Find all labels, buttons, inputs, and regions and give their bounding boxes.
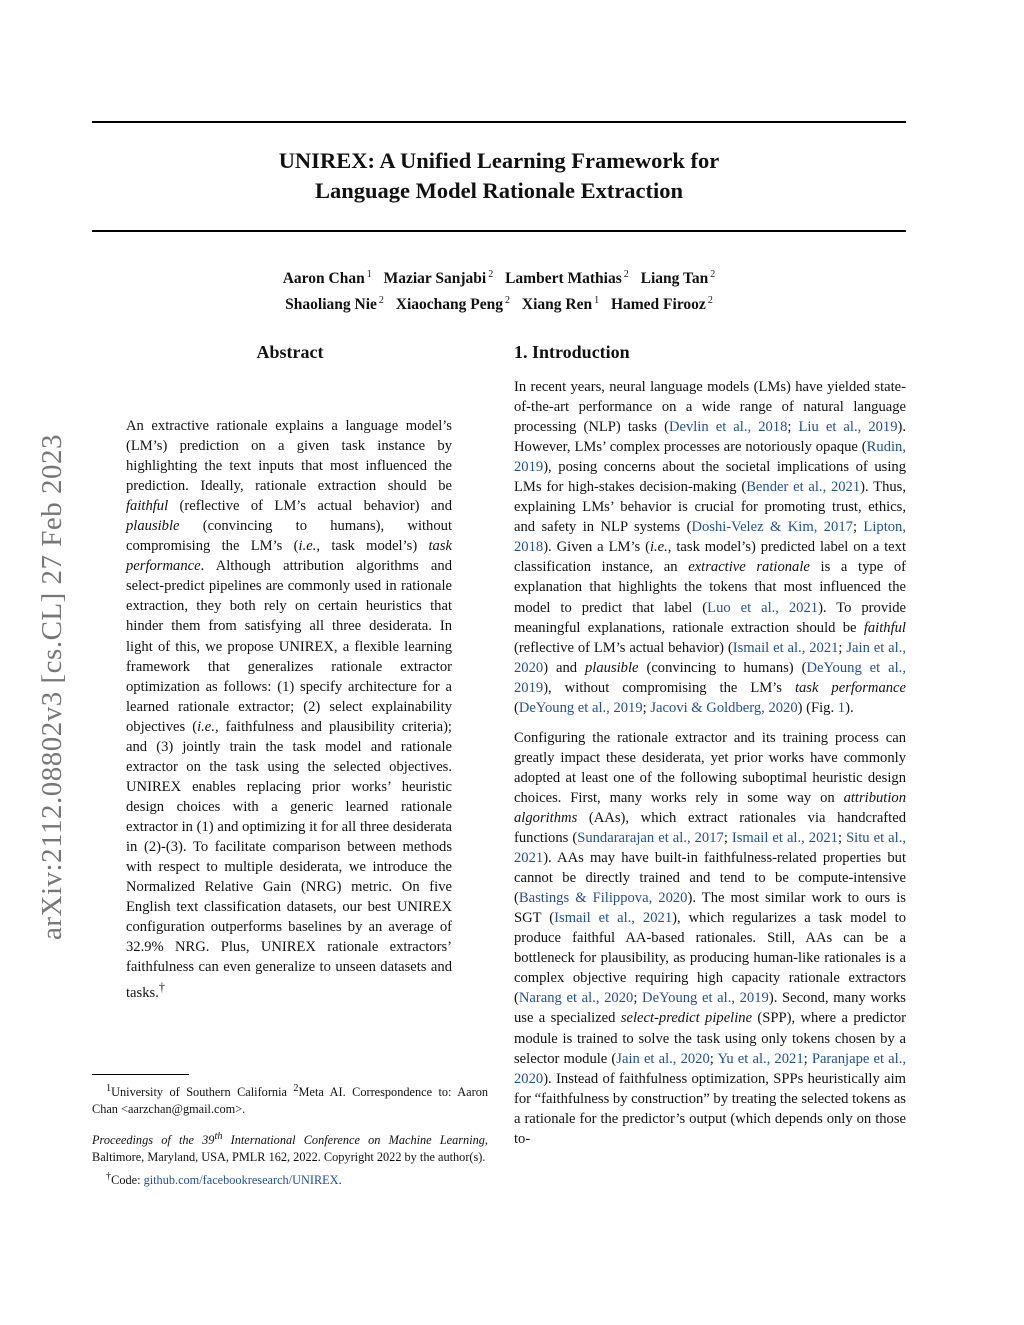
author-affiliation: 2 xyxy=(707,295,713,307)
author-affiliation: 2 xyxy=(710,269,716,280)
author: Xiaochang Peng xyxy=(395,296,503,314)
title-line-1: UNIREX: A Unified Learning Framework for xyxy=(278,148,720,173)
arxiv-identifier: arXiv:2112.08802v3 [cs.CL] 27 Feb 2023 xyxy=(36,433,68,940)
author-affiliation: 2 xyxy=(488,269,494,280)
authors-line-1 xyxy=(92,264,906,290)
abstract-body: An extractive rationale explains a language model’s (LM’s) prediction on a given task instance by highlighting the text inputs that most influenced the prediction. Ideally, rationale extraction should be faithful (reflective of LM’s actual behavior) and plausible (convincing to humans), without compromising the LM’s (i.e., task model’s) task performance. Although attribution algorithms and select-predict pipelines are commonly used in rationale extraction, they both rely on certain heuristics that hinder them from satisfying all three desiderata. In light of this, we propose UNIREX, a flexible learning framework that generalizes rationale extractor optimization as follows: (1) specify architecture for a learned rationale extractor; (2) select explainability objectives (i.e., faithfulness and plausibility criteria); and (3) jointly train the task model and rationale extractor on the task using the selected objectives. UNIREX enables replacing prior works’ heuristic design choices with a generic learned rationale extractor in (1) and optimizing it for all three desiderata in (2)-(3). To facilitate comparison between methods with respect to multiple desiderata, we introduce the Normalized Relative Gain (NRG) metric. On five English text classification datasets, our best UNIREX configuration outperforms baselines by an average of 32.9% NRG. Plus, UNIREX rationale extractors’ faithfulness can even generalize to unseen datasets and tasks.† xyxy=(126,418,453,1002)
intro-paragraph-2: Configuring the rationale extractor and its training process can greatly impact these desiderata, yet prior works have commonly adopted at least one of the following suboptimal heuristic design choices. First, many works rely in some way on attribution algorithms (AAs), which extract rationales via handcrafted functions (Sundararajan et al., 2017; Ismail et al., 2021; Situ et al., 2021). AAs may have built-in faithfulness-related properties but cannot be directly trained and tend to be compute-intensive (Bastings & Filippova, 2020). The most similar work to ours is SGT (Ismail et al., 2021), which regularizes a task model to produce faithful AA-based rationales. Still, AAs can be a bottleneck for plausibility, as producing human-like rationales is a complex objective requiring high capacity rationale extractors (Narang et al., 2020; DeYoung et al., 2019). Second, many works use a specialized select-predict pipeline (SPP), where a predictor module is trained to solve the task using only tokens chosen by a selector module (Jain et al., 2020; Yu et al., 2021; Paranjape et al., 2020). Instead of faithfulness optimization, SPPs heuristically aim for “faithfulness by construction” by treating the selected tokens as a rationale for the predictor’s output (which depends only on those to- xyxy=(514,729,906,1147)
author: Aaron Chan xyxy=(282,270,365,288)
paper-title xyxy=(92,146,906,206)
introduction-heading: 1. Introduction xyxy=(514,342,630,362)
author: Maziar Sanjabi xyxy=(383,270,487,288)
author: Hamed Firooz xyxy=(610,296,706,314)
code-footnote: †Code: github.com/facebookresearch/UNIREX. xyxy=(106,1171,342,1188)
affiliation-footnote: $^1$University of Southern California $^2$Meta AI. Correspondence to: Aaron Chan <aarzchan@gmail.com>. xyxy=(92,1083,488,1116)
author-affiliation: 1 xyxy=(366,269,372,280)
author: Xiang Ren xyxy=(521,296,593,314)
abstract-heading: Abstract xyxy=(256,342,324,362)
code-prefix: Code: xyxy=(111,1173,144,1188)
introduction-body xyxy=(514,377,906,1159)
author-affiliation: 1 xyxy=(594,295,600,307)
code-suffix: . xyxy=(338,1173,342,1188)
footnote-rule xyxy=(92,1074,189,1075)
author: Shaoliang Nie xyxy=(285,296,377,314)
code-link[interactable]: github.com/facebookresearch/UNIREX xyxy=(143,1173,339,1188)
proceedings-note: Proceedings of the 39th International Conference on Machine Learning, Baltimore, Maryland, USA, PMLR 162, 2022. Copyright 2022 by the author(s). xyxy=(92,1131,488,1164)
author: Lambert Mathias xyxy=(505,270,622,288)
author-affiliation: 2 xyxy=(505,295,510,307)
author: Liang Tan xyxy=(640,270,709,288)
title-top-rule xyxy=(92,121,906,123)
intro-paragraph-1: In recent years, neural language models (LMs) have yielded state-of-the-art performance on a wide range of natural language processing (NLP) tasks (Devlin et al., 2018; Liu et al., 2019). However, LMs’ complex processes are notoriously opaque (Rudin, 2019), posing concerns about the societal implications of using LMs for high-stakes decision-making (Bender et al., 2021). Thus, explaining LMs’ behavior is crucial for promoting trust, ethics, and safety in NLP systems (Doshi-Velez & Kim, 2017; Lipton, 2018). Given a LM’s (i.e., task model’s) predicted label on a text classification instance, an extractive rationale is a type of explanation that highlights the tokens that most influenced the model to predict that label (Luo et al., 2021). To provide meaningful explanations, rationale extraction should be faithful (reflective of LM’s actual behavior) (Ismail et al., 2021; Jain et al., 2020) and plausible (convincing to humans) (DeYoung et al., 2019), without compromising the LM’s task performance (DeYoung et al., 2019; Jacovi & Goldberg, 2020) (Fig. 1). xyxy=(514,379,907,716)
authors-line-2 xyxy=(92,290,906,316)
footnotes xyxy=(92,1081,488,1195)
author-list xyxy=(92,264,906,316)
author-affiliation: 2 xyxy=(378,295,384,307)
author-affiliation: 2 xyxy=(623,269,629,280)
title-line-2: Language Model Rationale Extraction xyxy=(314,178,684,203)
title-bottom-rule xyxy=(92,230,906,232)
